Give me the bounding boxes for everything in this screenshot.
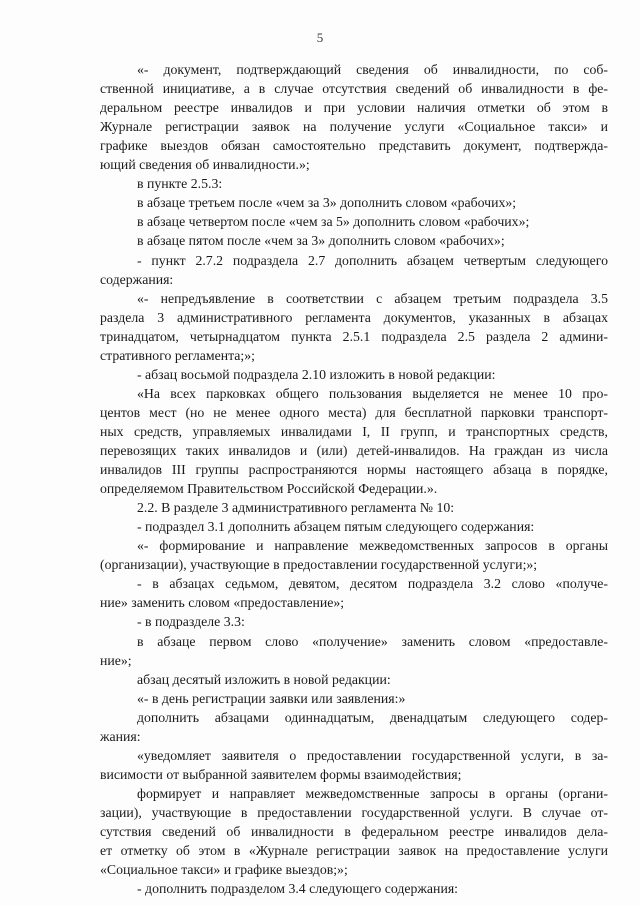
text-line: содержания: [100, 272, 174, 287]
text-line: - дополнить подразделом 3.4 следующего содержания: [137, 881, 459, 896]
text-line: ние» заменить словом «предоставление»; [100, 595, 345, 610]
text-line: «Социальное такси» и графике выездов;»; [100, 862, 348, 877]
text-line: «- документ, подтверждающий сведения об инвалидности, по соб- [137, 62, 608, 77]
text-line: (организации), участвующие в предоставлении государственной услуги;»; [100, 557, 538, 572]
text-line: стративного регламента;»; [100, 348, 255, 363]
text-line: центов мест (но не менее одного места) для бесплатной парковки транспорт- [100, 405, 608, 420]
text-line: ет отметку об этом в «Журнале регистрации заявок на предоставление услуги [100, 843, 608, 858]
text-line: ственной инициативе, а в случае отсутствия сведений об инвалидности в фе- [100, 81, 608, 96]
text-line: зации), участвующие в предоставлении государственной услуги. В случае от- [100, 805, 608, 820]
text-line: - подраздел 3.1 дополнить абзацем пятым следующего содержания: [137, 519, 535, 534]
text-line: «- формирование и направление межведомственных запросов в органы [137, 538, 608, 553]
text-line: в пункте 2.5.3: [137, 176, 223, 191]
text-line: висимости от выбранной заявителем формы взаимодействия; [100, 767, 462, 782]
text-line: сутствия сведений об инвалидности в федеральном реестре инвалидов дела- [100, 824, 608, 839]
text-line: тринадцатом, четырнадцатом пункта 2.5.1 подраздела 2.5 раздела 2 админи- [100, 329, 608, 344]
text-line: графике выездов обязан самостоятельно представить документ, подтвержда- [100, 138, 608, 153]
text-line: в абзаце пятом после «чем за 3» дополнить словом «рабочих»; [137, 233, 505, 248]
text-line: формирует и направляет межведомственные запросы в органы (органи- [137, 786, 608, 801]
text-line: абзац десятый изложить в новой редакции: [137, 672, 391, 687]
text-line: Журнале регистрации заявок на получение услуги «Социальное такси» и [100, 119, 608, 134]
text-line: ных средств, управляемых инвалидами I, II групп, и транспортных средств, [100, 424, 608, 439]
text-line: - пункт 2.7.2 подраздела 2.7 дополнить абзацем четвертым следующего [137, 253, 608, 268]
text-line: в абзаце четвертом после «чем за 5» дополнить словом «рабочих»; [137, 214, 530, 229]
text-line: перевозящих таких инвалидов и (или) детей-инвалидов. На граждан из числа [100, 443, 608, 458]
text-line: ющий сведения об инвалидности.»; [100, 157, 310, 172]
text-line: деральном реестре инвалидов и при условии наличия отметки об этом в [100, 100, 608, 115]
text-line: «- в день регистрации заявки или заявления:» [137, 691, 406, 706]
text-line: раздела 3 административного регламента документов, указанных в абзацах [100, 310, 608, 325]
text-line: определяемом Правительством Российской Федерации.». [100, 481, 438, 496]
text-line: - абзац восьмой подраздела 2.10 изложить в новой редакции: [137, 367, 496, 382]
text-line: дополнить абзацами одиннадцатым, двенадцатым следующего содер- [137, 710, 608, 725]
text-line: 2.2. В разделе 3 административного регламента № 10: [137, 500, 455, 515]
text-line: жания: [100, 729, 141, 744]
text-line: в абзаце третьем после «чем за 3» дополнить словом «рабочих»; [137, 195, 517, 210]
text-line: «На всех парковках общего пользования выделяется не менее 10 про- [137, 386, 608, 401]
page-number: 5 [316, 30, 324, 45]
text-line: в абзаце первом слово «получение» заменить словом «предоставле- [137, 634, 608, 649]
text-line: ние»; [100, 653, 132, 668]
text-line: «- непредъявление в соответствии с абзацем третьим подраздела 3.5 [137, 291, 608, 306]
text-line: - в подразделе 3.3: [137, 614, 245, 629]
text-line: - в абзацах седьмом, девятом, десятом подраздела 3.2 слово «получе- [137, 576, 608, 591]
text-line: «уведомляет заявителя о предоставлении государственной услуги, в за- [137, 748, 608, 763]
text-line: инвалидов III группы распространяются нормы настоящего абзаца в порядке, [100, 462, 608, 477]
